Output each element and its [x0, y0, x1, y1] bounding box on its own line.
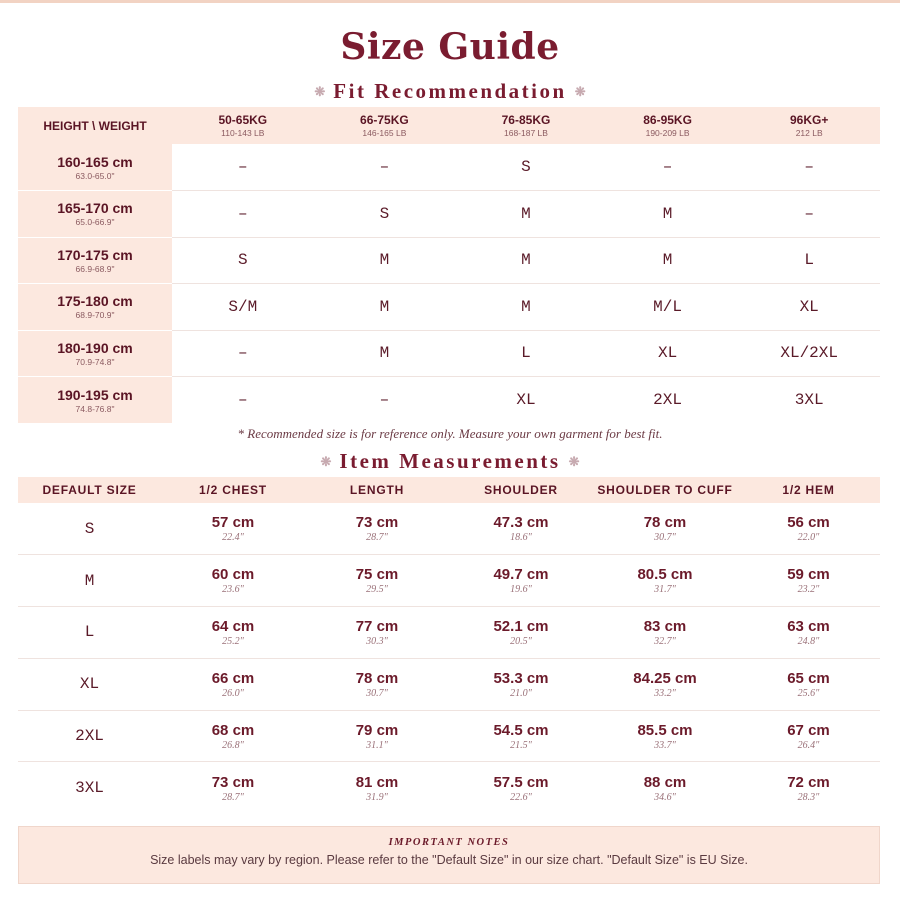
- measurement-cell: [449, 503, 593, 555]
- measurement-inch: 18.6": [510, 532, 532, 544]
- fit-size-cell: –: [172, 191, 314, 238]
- fit-size-cell: M: [314, 237, 456, 284]
- measurement-inch: 23.2": [797, 584, 820, 596]
- diamond-ornament-icon: ❋: [568, 454, 580, 469]
- measurement-inch: 25.2": [222, 635, 244, 647]
- measurement-cm: 77 cm: [355, 617, 399, 635]
- measurement-inch: 33.7": [654, 739, 676, 751]
- measurement-inch: 31.9": [366, 791, 388, 803]
- fit-size-cell: –: [237, 391, 248, 409]
- weight-column-header: [172, 107, 314, 144]
- measurement-column-header: 1/2 HEM: [737, 477, 880, 503]
- weight-column-header: [597, 107, 739, 144]
- measurement-inch: 22.6": [510, 791, 532, 803]
- weight-column-header: [455, 107, 597, 144]
- measurement-column-header: 1/2 CHEST: [161, 477, 305, 503]
- measurement-cm: 65 cm: [787, 669, 830, 687]
- fit-size-cell: S: [455, 144, 597, 191]
- measurement-column-header: SHOULDER: [449, 477, 593, 503]
- measurement-cm: 84.25 cm: [633, 669, 697, 687]
- height-row-header: [18, 191, 172, 238]
- height-inch: 63.0-65.0": [75, 170, 115, 181]
- default-size-cell: L: [18, 607, 161, 659]
- measurement-inch: 30.7": [366, 687, 388, 699]
- measurement-inch: 22.4": [222, 532, 244, 544]
- weight-kg: 86-95KG: [643, 113, 692, 127]
- measurement-inch: 26.4": [797, 739, 820, 751]
- measurement-inch: 31.1": [366, 739, 388, 751]
- measurement-cm: 63 cm: [787, 617, 830, 635]
- weight-lb: 190-209 LB: [645, 128, 690, 138]
- fit-size-cell: –: [172, 144, 314, 191]
- fit-size-cell: 3XL: [794, 391, 824, 409]
- fit-row: [18, 330, 880, 377]
- default-size-cell: XL: [18, 658, 161, 710]
- diamond-ornament-icon: ❋: [320, 454, 332, 469]
- measurement-cell: [593, 658, 737, 710]
- fit-size-cell: XL/2XL: [738, 330, 880, 377]
- measurement-cell: [161, 710, 305, 762]
- measurement-inch: 28.7": [366, 532, 388, 544]
- measurement-cell: [161, 555, 305, 607]
- fit-header-row: [18, 107, 880, 144]
- measurement-inch: 31.7": [654, 584, 676, 596]
- measurement-cell: [737, 607, 880, 659]
- fit-size-cell: S: [172, 237, 314, 284]
- measurement-inch: 30.7": [654, 532, 676, 544]
- measurement-cell: [305, 658, 449, 710]
- measurement-cm: 66 cm: [211, 669, 255, 687]
- weight-kg: 66-75KG: [360, 113, 409, 127]
- height-cm: 170-175 cm: [57, 246, 133, 263]
- measurement-cm: 79 cm: [355, 721, 399, 739]
- measurement-inch: 20.5": [510, 635, 532, 647]
- measurement-cell: [449, 710, 593, 762]
- measurement-cm: 49.7 cm: [493, 566, 549, 584]
- measurement-cm: 75 cm: [355, 566, 399, 584]
- fit-size-cell: XL: [597, 330, 739, 377]
- weight-column-header: [738, 107, 880, 144]
- measurement-cell: [737, 658, 880, 710]
- measurement-inch: 28.7": [222, 791, 244, 803]
- measurement-cell: [593, 503, 737, 555]
- measurement-cell: [737, 710, 880, 762]
- measurement-cm: 73 cm: [211, 773, 255, 791]
- weight-lb: 110-143 LB: [221, 128, 265, 138]
- measurement-cm: 73 cm: [355, 514, 399, 532]
- fit-section-heading: [0, 79, 900, 104]
- fit-size-cell: M/L: [597, 284, 739, 331]
- measurement-row: [18, 762, 880, 814]
- measurement-cell: [305, 555, 449, 607]
- weight-kg: 96KG+: [790, 113, 829, 127]
- measurements-section-heading: [0, 449, 900, 474]
- measurement-cm: 81 cm: [355, 773, 399, 791]
- measurement-cm: 88 cm: [643, 773, 687, 791]
- measurement-inch: 22.0": [797, 532, 820, 544]
- height-cm: 180-190 cm: [57, 339, 133, 356]
- measurement-cell: [449, 555, 593, 607]
- height-inch: 70.9-74.8": [75, 356, 115, 367]
- notes-title: IMPORTANT NOTES: [388, 837, 510, 848]
- default-size-cell: M: [18, 555, 161, 607]
- measurement-row: [18, 555, 880, 607]
- measurement-cell: [449, 762, 593, 814]
- measurement-cm: 59 cm: [787, 566, 830, 584]
- measurement-cm: 83 cm: [643, 617, 687, 635]
- measurement-row: [18, 607, 880, 659]
- measurements-header-row: [18, 477, 880, 503]
- diamond-ornament-icon: ❋: [574, 84, 586, 99]
- height-inch: 66.9-68.9": [75, 263, 115, 274]
- measurement-cm: 64 cm: [211, 617, 255, 635]
- measurement-cell: [305, 503, 449, 555]
- fit-size-cell: M: [455, 284, 597, 331]
- weight-kg: 76-85KG: [501, 113, 551, 127]
- fit-size-cell: –: [738, 144, 880, 191]
- measurement-inch: 23.6": [222, 584, 244, 596]
- measurement-cell: [449, 607, 593, 659]
- height-inch: 65.0-66.9": [75, 217, 115, 228]
- measurement-cell: [737, 503, 880, 555]
- height-row-header: [18, 284, 172, 331]
- measurement-cell: [161, 607, 305, 659]
- fit-size-cell: XL: [738, 284, 880, 331]
- height-cm: 175-180 cm: [57, 293, 133, 310]
- measurement-inch: 28.3": [797, 791, 820, 803]
- measurement-cm: 60 cm: [211, 566, 255, 584]
- measurement-cell: [305, 762, 449, 814]
- measurement-cm: 85.5 cm: [637, 721, 693, 739]
- measurement-inch: 21.5": [510, 739, 532, 751]
- height-inch: 74.8-76.8": [75, 403, 115, 414]
- measurement-cell: [593, 710, 737, 762]
- fit-size-cell: S/M: [172, 284, 314, 331]
- measurement-cell: [161, 503, 305, 555]
- measurement-column-header: LENGTH: [305, 477, 449, 503]
- weight-lb: 212 LB: [795, 128, 823, 138]
- item-measurements-table: [18, 477, 880, 814]
- measurement-cm: 78 cm: [355, 669, 399, 687]
- measurement-cm: 72 cm: [787, 773, 830, 791]
- height-row-header: [18, 330, 172, 377]
- fit-size-cell: M: [597, 237, 739, 284]
- measurement-cell: [161, 658, 305, 710]
- measurement-cell: [305, 607, 449, 659]
- fit-size-cell: XL: [516, 391, 536, 409]
- diamond-ornament-icon: ❋: [314, 84, 326, 99]
- fit-heading-text: Fit Recommendation: [333, 79, 567, 103]
- fit-size-cell: M: [597, 191, 739, 238]
- top-accent-line: [0, 0, 900, 3]
- measurement-inch: 30.3": [366, 635, 388, 647]
- fit-size-cell: M: [455, 191, 597, 238]
- measurement-cm: 80.5 cm: [637, 566, 693, 584]
- weight-lb: 146-165 LB: [362, 128, 407, 138]
- fit-row: [18, 284, 880, 331]
- fit-size-cell: –: [172, 330, 314, 377]
- fit-row: [18, 144, 880, 191]
- fit-size-cell: L: [738, 237, 880, 284]
- page-title: Size Guide: [340, 26, 560, 68]
- weight-kg: 50-65KG: [218, 113, 268, 127]
- measurement-inch: 21.0": [510, 687, 532, 699]
- measurement-cell: [737, 762, 880, 814]
- measurement-cm: 57 cm: [211, 514, 255, 532]
- fit-recommendation-table: [18, 107, 880, 423]
- measurement-cell: [305, 710, 449, 762]
- measurement-row: [18, 658, 880, 710]
- measurement-column-header: SHOULDER TO CUFF: [593, 477, 737, 503]
- measurement-inch: 33.2": [654, 687, 676, 699]
- measurement-cm: 47.3 cm: [493, 514, 549, 532]
- measurement-cm: 78 cm: [643, 514, 687, 532]
- notes-text: Size labels may vary by region. Please refer to the "Default Size" in our size chart. "Default Size" is EU Size.: [150, 853, 748, 867]
- fit-row: [18, 377, 880, 424]
- fit-size-cell: L: [455, 330, 597, 377]
- measurement-cm: 53.3 cm: [493, 669, 549, 687]
- measurement-inch: 24.8": [797, 635, 820, 647]
- fit-row: [18, 237, 880, 284]
- default-size-cell: 3XL: [75, 779, 104, 798]
- fit-size-cell: M: [455, 237, 597, 284]
- fit-size-cell: 2XL: [653, 391, 682, 409]
- important-notes-box: [18, 826, 880, 884]
- measurement-inch: 34.6": [654, 791, 676, 803]
- measurement-inch: 29.5": [366, 584, 388, 596]
- measurement-row: [18, 503, 880, 555]
- measurement-cell: [161, 762, 305, 814]
- fit-size-cell: –: [379, 391, 390, 409]
- measurement-inch: 26.8": [222, 739, 244, 751]
- measurement-cell: [593, 762, 737, 814]
- measurement-cell: [593, 607, 737, 659]
- measurement-inch: 26.0": [222, 687, 244, 699]
- measurement-cm: 57.5 cm: [493, 773, 549, 791]
- height-cm: 165-170 cm: [57, 200, 133, 217]
- measurement-cm: 56 cm: [787, 514, 830, 532]
- fit-footnote: * Recommended size is for reference only. Measure your own garment for best fit.: [237, 426, 663, 441]
- height-inch: 68.9-70.9": [75, 310, 115, 321]
- measurement-inch: 25.6": [797, 687, 820, 699]
- fit-corner-header: HEIGHT \ WEIGHT: [18, 107, 172, 144]
- measurement-inch: 32.7": [654, 635, 676, 647]
- measurement-cell: [593, 555, 737, 607]
- measurement-cm: 52.1 cm: [493, 617, 549, 635]
- measurements-heading-text: Item Measurements: [339, 449, 561, 473]
- height-row-header: [18, 144, 172, 191]
- height-cm: 190-195 cm: [57, 386, 133, 403]
- measurement-cm: 68 cm: [211, 721, 255, 739]
- fit-size-cell: –: [314, 144, 456, 191]
- height-cm: 160-165 cm: [57, 153, 133, 170]
- measurement-cell: [737, 555, 880, 607]
- fit-size-cell: –: [597, 144, 739, 191]
- fit-size-cell: S: [314, 191, 456, 238]
- weight-lb: 168-187 LB: [504, 128, 548, 138]
- measurement-row: [18, 710, 880, 762]
- measurement-cm: 54.5 cm: [493, 721, 549, 739]
- measurement-inch: 19.6": [510, 584, 532, 596]
- height-row-header: [18, 377, 172, 424]
- fit-size-cell: M: [314, 330, 456, 377]
- default-size-cell: S: [18, 503, 161, 555]
- fit-size-cell: M: [314, 284, 456, 331]
- default-size-cell: 2XL: [18, 710, 161, 762]
- height-row-header: [18, 237, 172, 284]
- fit-row: [18, 191, 880, 238]
- measurement-column-header: DEFAULT SIZE: [18, 477, 161, 503]
- measurement-cm: 67 cm: [787, 721, 830, 739]
- fit-size-cell: –: [738, 191, 880, 238]
- weight-column-header: [314, 107, 456, 144]
- measurement-cell: [449, 658, 593, 710]
